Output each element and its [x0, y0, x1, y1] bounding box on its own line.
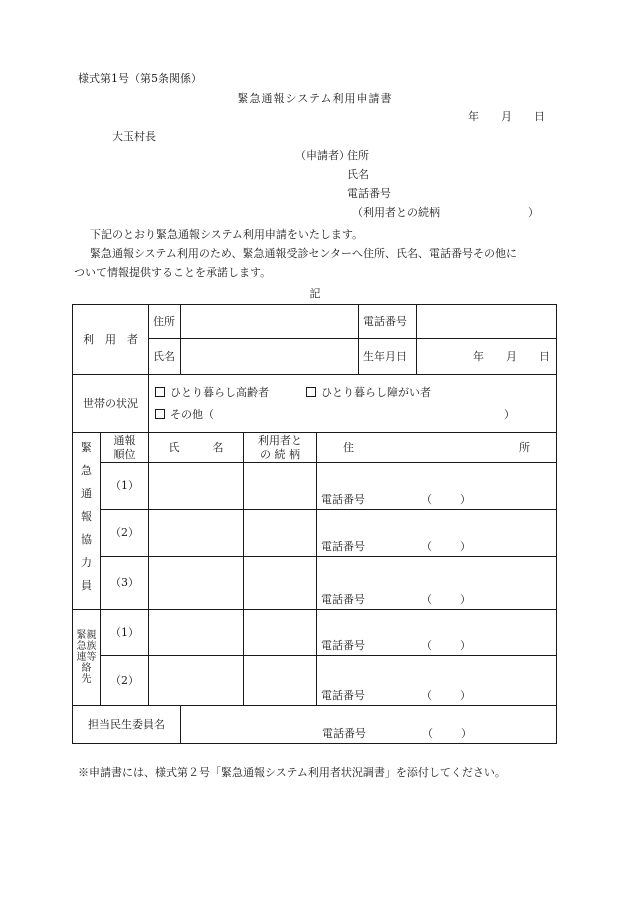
- household-options: [149, 375, 557, 433]
- body-line-2: 緊急通報システム利用のため、緊急通報受診センターへ住所、氏名、電話番号その他に: [90, 247, 518, 260]
- cooperator-order-2: （2）: [101, 510, 149, 557]
- applicant-phone: 電話番号: [347, 187, 391, 200]
- cooperator-name-1[interactable]: [149, 463, 244, 510]
- header-order: 通報 順位: [101, 433, 149, 463]
- birth-month: 月: [506, 349, 517, 363]
- body-line-1: 下記のとおり緊急通報システム利用申請をいたします。: [90, 228, 364, 241]
- relatives-label: 緊親 急族 連等 絡 先: [73, 610, 101, 706]
- form-number: 様式第1号（第5条関係）: [78, 72, 202, 85]
- relative-name-2[interactable]: [149, 656, 244, 706]
- ki-heading: 記: [309, 287, 321, 300]
- cooperator-address-2[interactable]: 電話番号 （ ）: [317, 510, 557, 557]
- footer-note: ※申請書には、様式第２号「緊急通報システム利用者状況調書」を添付してください。: [78, 766, 506, 779]
- relative-relation-2[interactable]: [244, 656, 317, 706]
- relative-address-2[interactable]: 電話番号 （ ）: [317, 656, 557, 706]
- date-line: [468, 110, 545, 124]
- user-address-field[interactable]: [181, 305, 359, 339]
- tel-label: 電話番号: [321, 593, 365, 606]
- option-disabled-label: ひとり暮らし障がい者: [321, 385, 431, 399]
- user-phone-label: 電話番号: [359, 305, 417, 339]
- user-phone-field[interactable]: [417, 305, 557, 339]
- welfare-commissioner-field[interactable]: 電話番号 （ ）: [181, 706, 557, 744]
- relative-name-1[interactable]: [149, 610, 244, 656]
- relation-open: （利用者との続柄: [352, 206, 440, 219]
- relative-address-1[interactable]: 電話番号 （ ）: [317, 610, 557, 656]
- cooperator-name-3[interactable]: [149, 557, 244, 610]
- addressee: 大玉村長: [112, 130, 156, 143]
- application-table: [72, 304, 557, 744]
- cooperator-relation-2[interactable]: [244, 510, 317, 557]
- household-label: 世帯の状況: [73, 375, 149, 433]
- option-elderly-label: ひとり暮らし高齢者: [170, 385, 269, 399]
- date-year: 年: [468, 110, 479, 123]
- birth-day: 日: [539, 349, 550, 363]
- cooperator-address-1[interactable]: 電話番号 （ ）: [317, 463, 557, 510]
- cooperator-address-3[interactable]: 電話番号 （ ）: [317, 557, 557, 610]
- checkbox-disabled[interactable]: [306, 387, 316, 397]
- relative-order-1: （1）: [101, 610, 149, 656]
- user-birthdate-field[interactable]: [417, 339, 557, 375]
- applicant-address: 住所: [347, 149, 369, 162]
- tel-label: 電話番号: [322, 727, 366, 740]
- option-other-label: その他（: [170, 407, 214, 421]
- checkbox-elderly[interactable]: [155, 387, 165, 397]
- cooperator-order-1: （1）: [101, 463, 149, 510]
- applicant-relation: [352, 206, 539, 220]
- user-section-label: 利 用 者: [73, 305, 149, 375]
- tel-label: 電話番号: [321, 639, 365, 652]
- cooperator-order-3: （3）: [101, 557, 149, 610]
- applicant-name: 氏名: [347, 168, 369, 181]
- cooperators-label: 緊 急 通 報 協 力 員: [73, 433, 101, 610]
- tel-label: 電話番号: [321, 493, 365, 506]
- date-month: 月: [501, 110, 512, 123]
- document-title: 緊急通報システム利用申請書: [237, 92, 393, 105]
- checkbox-other[interactable]: [155, 409, 165, 419]
- birth-year: 年: [473, 349, 484, 363]
- body-line-3: ついて情報提供することを承諾します。: [74, 266, 272, 279]
- user-address-label: 住所: [149, 305, 181, 339]
- option-other-close: ）: [504, 407, 515, 421]
- relation-close: ）: [528, 206, 539, 219]
- applicant-label: （申請者）: [295, 149, 350, 162]
- header-name: 氏 名: [149, 433, 244, 463]
- user-name-label: 氏名: [149, 339, 181, 375]
- welfare-commissioner-label: 担当民生委員名: [73, 706, 181, 744]
- cooperator-name-2[interactable]: [149, 510, 244, 557]
- tel-label: 電話番号: [321, 689, 365, 702]
- cooperator-relation-3[interactable]: [244, 557, 317, 610]
- tel-label: 電話番号: [321, 540, 365, 553]
- header-address: 住 所: [317, 433, 557, 463]
- date-day: 日: [534, 110, 545, 123]
- cooperator-relation-1[interactable]: [244, 463, 317, 510]
- header-relation: 利用者と の 続 柄: [244, 433, 317, 463]
- user-name-field[interactable]: [181, 339, 359, 375]
- relative-order-2: （2）: [101, 656, 149, 706]
- user-birthdate-label: 生年月日: [359, 339, 417, 375]
- relative-relation-1[interactable]: [244, 610, 317, 656]
